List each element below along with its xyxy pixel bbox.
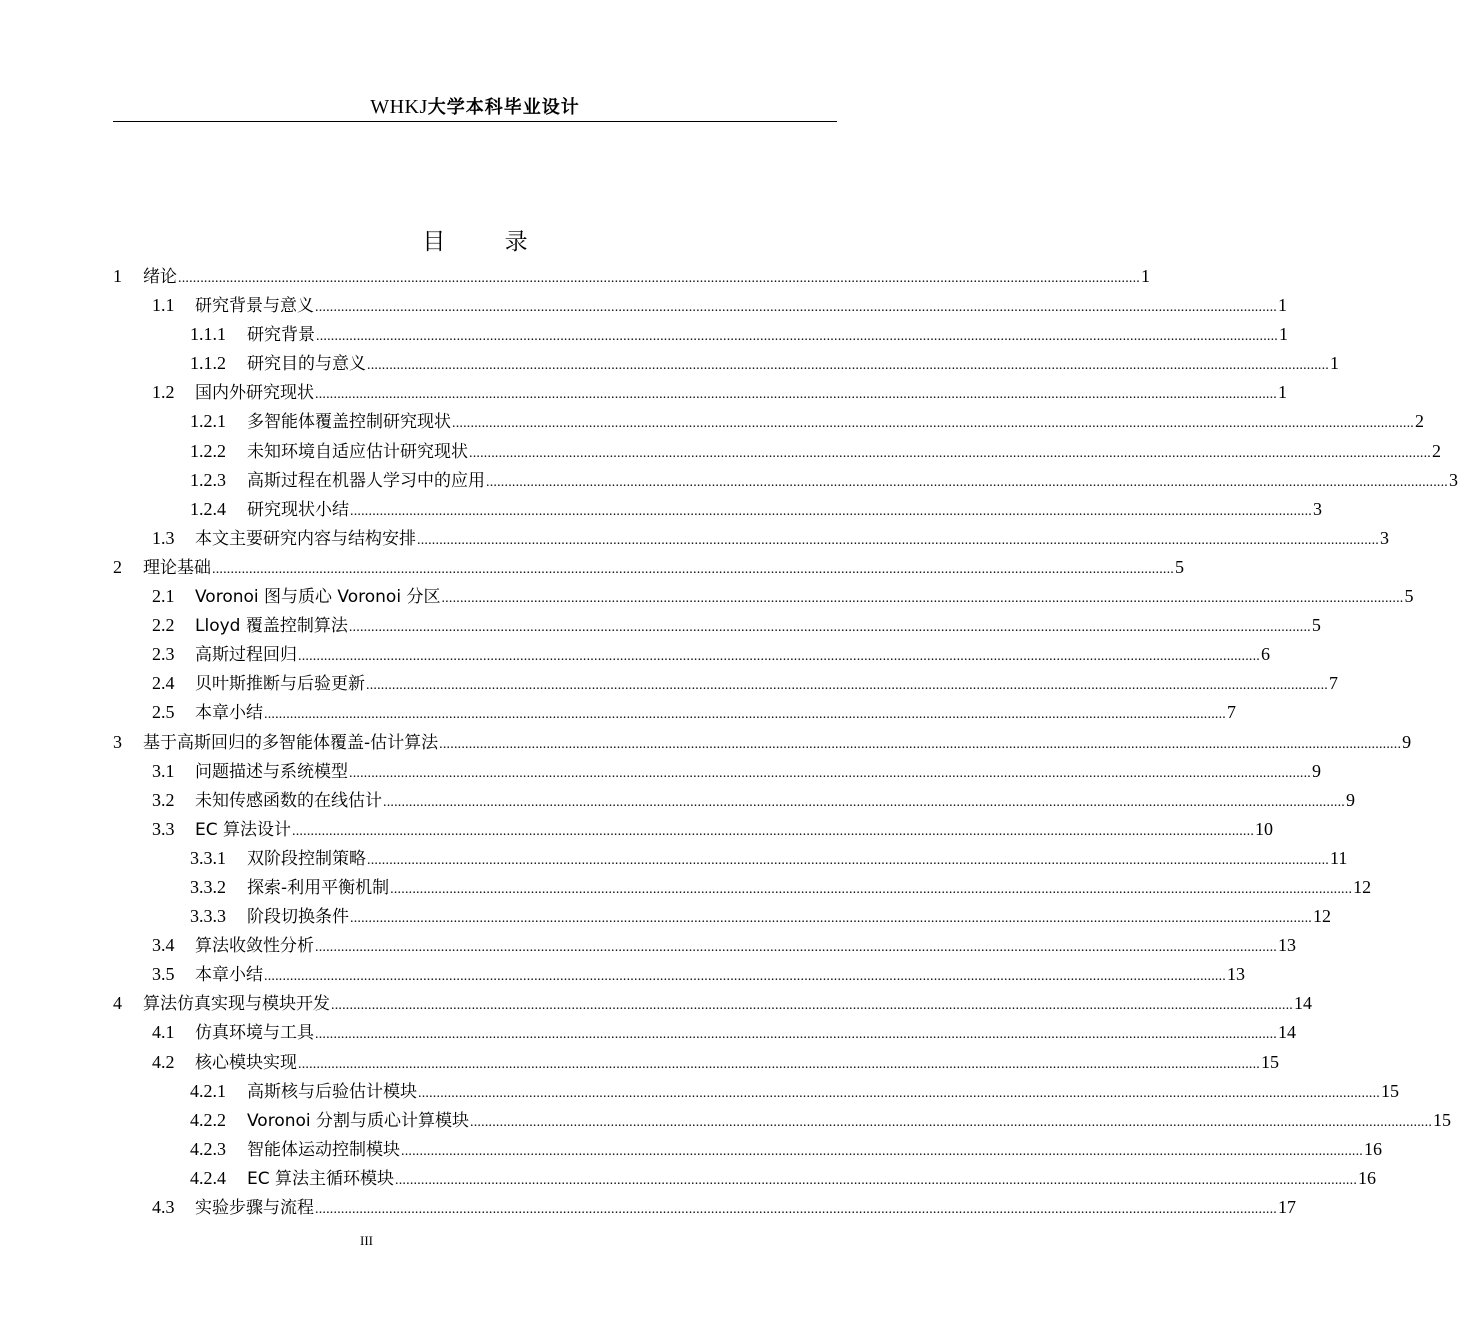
toc-entry[interactable] bbox=[113, 291, 1287, 320]
toc-dot-leader: .................................................................................................................................................................................................................................................................... bbox=[292, 823, 1255, 839]
toc-entry-number: 4.2.4 bbox=[190, 1167, 226, 1188]
toc-entry[interactable] bbox=[113, 1164, 1377, 1193]
toc-entry-number: 1.1.1 bbox=[190, 324, 226, 345]
toc-entry-number: 1.2.4 bbox=[190, 498, 226, 519]
toc-entry-number: 1 bbox=[113, 266, 122, 286]
toc-entry[interactable] bbox=[113, 873, 1372, 902]
toc-entry-number: 4.2.2 bbox=[190, 1109, 226, 1130]
toc-entry-title: 研究目的与意义 bbox=[247, 354, 366, 375]
header-brand: WHKJ bbox=[370, 96, 428, 118]
toc-entry[interactable] bbox=[113, 989, 1312, 1018]
toc-entry[interactable] bbox=[113, 524, 1389, 553]
toc-entry-title: Voronoi 分割与质心计算模块 bbox=[247, 1110, 470, 1131]
toc-dot-leader: .................................................................................................................................................................................................................................................................... bbox=[383, 794, 1345, 810]
toc-entry-page: 6 bbox=[1261, 644, 1270, 665]
toc-entry-title: 双阶段控制策略 bbox=[247, 848, 366, 869]
toc-entry-number: 4.1 bbox=[152, 1022, 175, 1043]
toc-entry-number: 4 bbox=[113, 993, 122, 1014]
toc-entry[interactable] bbox=[113, 669, 1338, 698]
toc-dot-leader: .................................................................................................................................................................................................................................................................... bbox=[367, 358, 1329, 374]
toc-dot-leader: .................................................................................................................................................................................................................................................................... bbox=[212, 561, 1174, 577]
toc-entry-number: 4.2.1 bbox=[190, 1080, 226, 1101]
toc-entry[interactable] bbox=[113, 815, 1274, 844]
toc-dot-leader: .................................................................................................................................................................................................................................................................... bbox=[348, 620, 1311, 636]
toc-dot-leader: .................................................................................................................................................................................................................................................................... bbox=[470, 1114, 1433, 1130]
toc-dot-leader: .................................................................................................................................................................................................................................................................... bbox=[178, 271, 1140, 286]
toc-entry-page: 3 bbox=[1449, 469, 1458, 490]
toc-entry[interactable] bbox=[113, 1048, 1279, 1077]
toc-entry[interactable] bbox=[113, 611, 1321, 640]
toc-entry-number: 1.2.2 bbox=[190, 440, 226, 461]
toc-entry-title: 未知环境自适应估计研究现状 bbox=[247, 441, 468, 462]
toc-entry-title: 算法仿真实现与模块开发 bbox=[143, 994, 330, 1015]
header-title: 大学本科毕业设计 bbox=[427, 97, 580, 118]
toc-entry-number: 3.1 bbox=[152, 760, 175, 781]
toc-dot-leader: .................................................................................................................................................................................................................................................................... bbox=[331, 998, 1293, 1014]
toc-dot-leader: .................................................................................................................................................................................................................................................................... bbox=[298, 649, 1260, 665]
toc-entry-page: 15 bbox=[1381, 1080, 1399, 1101]
toc-entry-title: 多智能体覆盖控制研究现状 bbox=[247, 412, 451, 433]
toc-entry-page: 9 bbox=[1312, 760, 1321, 781]
page-header bbox=[113, 94, 837, 122]
toc-entry-title: 研究背景与意义 bbox=[195, 296, 314, 317]
toc-entry-page: 17 bbox=[1278, 1197, 1296, 1217]
toc-entry-number: 1.1.2 bbox=[190, 353, 226, 374]
toc-entry-title: 理论基础 bbox=[143, 557, 211, 578]
toc-entry-page: 15 bbox=[1261, 1051, 1279, 1072]
toc-entry[interactable] bbox=[113, 640, 1270, 669]
toc-entry-title: 研究现状小结 bbox=[247, 499, 349, 520]
toc-entry-number: 4.3 bbox=[152, 1197, 175, 1217]
toc-entry-title: 问题描述与系统模型 bbox=[195, 761, 348, 782]
toc-entry-page: 12 bbox=[1313, 906, 1331, 927]
toc-entry-number: 3.2 bbox=[152, 789, 175, 810]
toc-entry-title: 研究背景 bbox=[247, 325, 315, 346]
toc-entry-title: 本章小结 bbox=[195, 965, 263, 986]
toc-entry[interactable] bbox=[113, 1135, 1382, 1164]
toc-entry-page: 1 bbox=[1141, 266, 1150, 286]
toc-entry-title: 算法收敛性分析 bbox=[195, 936, 314, 957]
toc-entry-page: 16 bbox=[1358, 1167, 1377, 1188]
toc-entry-page: 5 bbox=[1404, 586, 1414, 607]
toc-entry[interactable] bbox=[113, 349, 1339, 378]
toc-dot-leader: .................................................................................................................................................................................................................................................................... bbox=[264, 969, 1226, 985]
toc-dot-leader: .................................................................................................................................................................................................................................................................... bbox=[401, 1143, 1363, 1159]
toc-entry-page: 5 bbox=[1175, 556, 1184, 577]
toc-dot-leader: .................................................................................................................................................................................................................................................................... bbox=[418, 1085, 1380, 1101]
toc-entry-number: 3.3.1 bbox=[190, 847, 226, 868]
toc-dot-leader: .................................................................................................................................................................................................................................................................... bbox=[469, 445, 1431, 461]
toc-entry-title: 高斯过程在机器人学习中的应用 bbox=[247, 470, 485, 491]
toc-entry-title: 探索-利用平衡机制 bbox=[247, 877, 390, 898]
toc-entry-title: 智能体运动控制模块 bbox=[247, 1139, 400, 1160]
toc-dot-leader: .................................................................................................................................................................................................................................................................... bbox=[315, 940, 1277, 956]
toc-dot-leader: .................................................................................................................................................................................................................................................................... bbox=[315, 300, 1277, 316]
toc-entry-title: 仿真环境与工具 bbox=[195, 1023, 314, 1044]
toc-entry-number: 1.2 bbox=[152, 382, 175, 403]
toc-entry-page: 14 bbox=[1294, 993, 1312, 1014]
toc-entry-number: 3.3.2 bbox=[190, 876, 226, 897]
toc-dot-leader: .................................................................................................................................................................................................................................................................... bbox=[315, 387, 1277, 403]
toc-entry[interactable] bbox=[113, 1077, 1399, 1106]
toc-entry-number: 2 bbox=[113, 556, 122, 577]
toc-entry-page: 3 bbox=[1313, 498, 1322, 519]
toc-entry[interactable] bbox=[113, 728, 1412, 757]
toc-entry-title: 高斯过程回归 bbox=[195, 645, 297, 666]
toc-entry-title: 高斯核与后验估计模块 bbox=[247, 1081, 417, 1102]
toc-dot-leader: .................................................................................................................................................................................................................................................................... bbox=[316, 329, 1278, 345]
toc-dot-leader: .................................................................................................................................................................................................................................................................... bbox=[366, 678, 1328, 694]
toc-entry[interactable] bbox=[113, 495, 1322, 524]
toc-entry[interactable] bbox=[113, 960, 1245, 989]
toc-entry-number: 2.2 bbox=[152, 615, 175, 636]
toc-entry[interactable] bbox=[113, 320, 1288, 349]
toc-entry-number: 1.2.1 bbox=[190, 411, 226, 432]
toc-entry-title: 基于高斯回归的多智能体覆盖-估计算法 bbox=[143, 732, 439, 753]
toc-entry[interactable] bbox=[113, 407, 1424, 436]
toc-entry-title: 阶段切换条件 bbox=[247, 907, 349, 928]
toc-entry[interactable] bbox=[113, 757, 1321, 786]
toc-entry-title: Voronoi 图与质心 Voronoi 分区 bbox=[195, 587, 441, 608]
toc-entry-number: 3 bbox=[113, 731, 122, 752]
toc-entry-title: 绪论 bbox=[143, 267, 177, 287]
toc-entry-number: 4.2.3 bbox=[190, 1138, 226, 1159]
toc-entry-page: 11 bbox=[1330, 847, 1348, 868]
toc-dot-leader: .................................................................................................................................................................................................................................................................... bbox=[350, 911, 1312, 927]
toc-entry-page: 3 bbox=[1380, 527, 1389, 548]
toc-entry[interactable] bbox=[113, 466, 1458, 495]
toc-entry[interactable] bbox=[113, 437, 1441, 466]
toc-entry-number: 1.1 bbox=[152, 295, 175, 316]
toc-entry-number: 2.5 bbox=[152, 702, 175, 723]
toc-dot-leader: .................................................................................................................................................................................................................................................................... bbox=[367, 852, 1329, 868]
toc-entry-title: 贝叶斯推断与后验更新 bbox=[195, 674, 365, 695]
toc-entry-title: 未知传感函数的在线估计 bbox=[195, 790, 382, 811]
toc-entry-page: 7 bbox=[1227, 702, 1236, 723]
toc-entry-page: 12 bbox=[1353, 876, 1372, 897]
toc-entry[interactable] bbox=[113, 582, 1414, 611]
toc-entry[interactable] bbox=[113, 902, 1331, 931]
toc-dot-leader: .................................................................................................................................................................................................................................................................... bbox=[298, 1056, 1260, 1072]
toc-entry-title: 本文主要研究内容与结构安排 bbox=[195, 528, 416, 549]
toc-entry[interactable] bbox=[113, 786, 1355, 815]
toc-dot-leader: .................................................................................................................................................................................................................................................................... bbox=[315, 1027, 1277, 1043]
toc-entry-page: 1 bbox=[1330, 353, 1339, 374]
toc-entry-title: 核心模块实现 bbox=[195, 1052, 297, 1073]
toc-entry-page: 1 bbox=[1278, 382, 1287, 403]
toc-entry-page: 9 bbox=[1402, 731, 1412, 752]
toc-entry[interactable] bbox=[113, 1193, 1296, 1222]
toc-entry[interactable] bbox=[113, 844, 1348, 873]
toc-entry-page: 15 bbox=[1433, 1109, 1452, 1130]
toc-entry-title: EC 算法设计 bbox=[195, 819, 292, 840]
toc-dot-leader: .................................................................................................................................................................................................................................................................... bbox=[264, 707, 1226, 723]
toc-entry-number: 2.3 bbox=[152, 644, 175, 665]
toc-entry[interactable] bbox=[113, 378, 1287, 407]
toc-dot-leader: .................................................................................................................................................................................................................................................................... bbox=[439, 736, 1402, 752]
toc-dot-leader: .................................................................................................................................................................................................................................................................... bbox=[350, 503, 1312, 519]
toc-entry-number: 2.1 bbox=[152, 586, 175, 607]
toc-entry-page: 1 bbox=[1278, 295, 1287, 316]
toc-entry-title: EC 算法主循环模块 bbox=[247, 1168, 395, 1189]
toc-entry-page: 13 bbox=[1227, 964, 1245, 985]
toc-entry[interactable] bbox=[113, 1018, 1296, 1047]
toc-entry-title: 国内外研究现状 bbox=[195, 383, 314, 404]
toc-dot-leader: .................................................................................................................................................................................................................................................................... bbox=[441, 591, 1404, 607]
toc-entry-page: 10 bbox=[1255, 818, 1274, 839]
toc-entry-page: 2 bbox=[1432, 440, 1441, 461]
toc-dot-leader: .................................................................................................................................................................................................................................................................... bbox=[395, 1172, 1358, 1188]
toc-list bbox=[113, 262, 1458, 1222]
toc-entry-title: 本章小结 bbox=[195, 703, 263, 724]
toc-entry-title: 实验步骤与流程 bbox=[195, 1198, 314, 1218]
toc-entry[interactable] bbox=[113, 553, 1184, 582]
toc-entry-page: 9 bbox=[1346, 789, 1355, 810]
toc-entry-number: 1.2.3 bbox=[190, 469, 226, 490]
toc-entry-number: 4.2 bbox=[152, 1051, 175, 1072]
toc-entry-number: 3.3 bbox=[152, 818, 175, 839]
toc-entry[interactable] bbox=[113, 1106, 1452, 1135]
toc-dot-leader: .................................................................................................................................................................................................................................................................... bbox=[486, 474, 1448, 490]
toc-entry-number: 3.3.3 bbox=[190, 906, 226, 927]
toc-dot-leader: .................................................................................................................................................................................................................................................................... bbox=[452, 416, 1414, 432]
toc-entry-number: 1.3 bbox=[152, 527, 175, 548]
toc-entry-title: Lloyd 覆盖控制算法 bbox=[195, 616, 348, 637]
toc-dot-leader: .................................................................................................................................................................................................................................................................... bbox=[390, 881, 1353, 897]
toc-entry-page: 14 bbox=[1278, 1022, 1296, 1043]
toc-title: 目 录 bbox=[422, 229, 554, 255]
toc-entry[interactable] bbox=[113, 698, 1236, 727]
toc-entry-page: 1 bbox=[1279, 324, 1288, 345]
toc-entry-page: 16 bbox=[1364, 1138, 1382, 1159]
toc-dot-leader: .................................................................................................................................................................................................................................................................... bbox=[315, 1202, 1277, 1217]
toc-dot-leader: .................................................................................................................................................................................................................................................................... bbox=[417, 532, 1379, 548]
toc-entry-number: 3.5 bbox=[152, 964, 175, 985]
toc-entry[interactable] bbox=[113, 262, 1150, 291]
toc-entry-page: 7 bbox=[1329, 673, 1338, 694]
toc-entry-page: 13 bbox=[1278, 935, 1296, 956]
toc-entry-page: 2 bbox=[1415, 411, 1424, 432]
toc-entry-number: 3.4 bbox=[152, 935, 175, 956]
toc-entry-page: 5 bbox=[1311, 615, 1321, 636]
toc-entry[interactable] bbox=[113, 931, 1296, 960]
page-number: III bbox=[360, 1233, 373, 1248]
toc-entry-number: 2.4 bbox=[152, 673, 175, 694]
toc-dot-leader: .................................................................................................................................................................................................................................................................... bbox=[349, 765, 1311, 781]
